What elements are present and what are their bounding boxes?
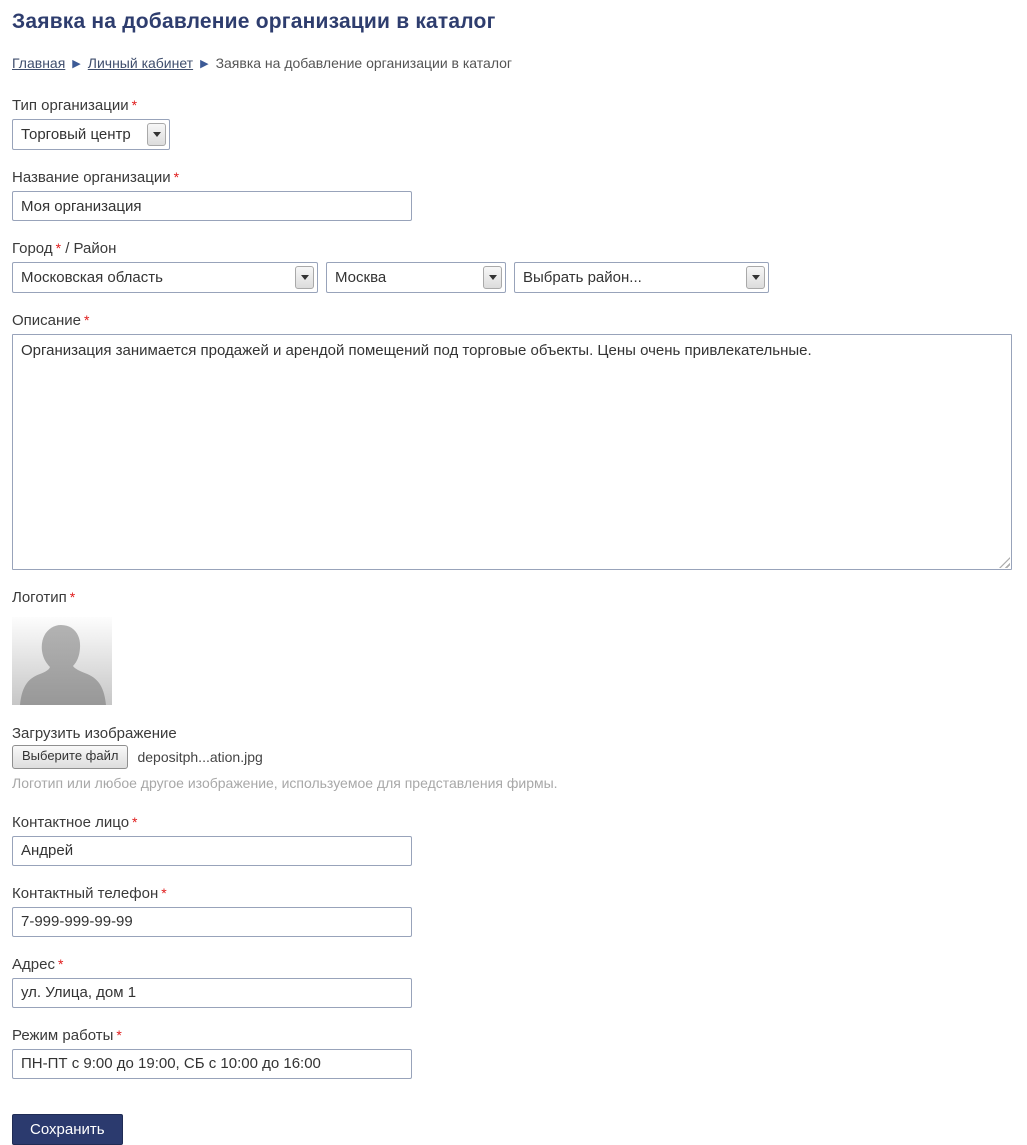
location-field <box>12 240 1012 293</box>
breadcrumb-current: Заявка на добавление организации в каталог <box>215 55 513 71</box>
org-type-select[interactable] <box>12 119 170 150</box>
choose-file-button[interactable]: Выберите файл <box>12 745 128 769</box>
breadcrumb <box>12 55 1012 71</box>
chevron-down-icon <box>489 275 497 280</box>
address-input[interactable] <box>12 978 412 1008</box>
required-asterisk: * <box>161 884 167 901</box>
chevron-down-icon[interactable] <box>295 266 314 289</box>
file-input-row <box>12 745 1012 769</box>
upload-hint: Логотип или любое другое изображение, используемое для представления фирмы. <box>12 774 558 791</box>
contact-phone-field <box>12 885 1012 937</box>
location-label: Город * / Район <box>12 240 117 257</box>
required-asterisk: * <box>57 955 64 972</box>
region-selected-value: Московская область <box>21 269 163 286</box>
org-type-selected-value: Торговый центр <box>21 126 131 143</box>
work-hours-input[interactable] <box>12 1049 412 1079</box>
address-field <box>12 956 1012 1008</box>
page-title: Заявка на добавление организации в каталог <box>12 10 496 33</box>
required-asterisk: * <box>116 1026 122 1043</box>
chosen-file-name: depositph...ation.jpg <box>137 748 263 765</box>
logo-placeholder-avatar <box>12 617 112 705</box>
logo-label: Логотип * <box>12 589 76 606</box>
contact-phone-label: Контактный телефон * <box>12 884 167 902</box>
save-button[interactable]: Сохранить <box>12 1114 123 1145</box>
description-field <box>12 312 1012 570</box>
required-asterisk: * <box>132 813 138 830</box>
contact-person-field <box>12 814 1012 866</box>
description-label: Описание * <box>12 312 90 329</box>
chevron-down-icon[interactable] <box>147 123 166 146</box>
chevron-down-icon <box>153 132 161 137</box>
description-textarea-wrap <box>12 334 1012 570</box>
breadcrumb-link-account[interactable]: Личный кабинет <box>87 55 194 71</box>
required-asterisk: * <box>84 312 90 328</box>
required-asterisk: * <box>173 169 180 185</box>
chevron-down-icon[interactable] <box>746 266 765 289</box>
chevron-down-icon <box>752 275 760 280</box>
contact-person-label: Контактное лицо * <box>12 813 138 831</box>
breadcrumb-link-home[interactable]: Главная <box>12 55 66 71</box>
address-label: Адрес * <box>12 955 64 973</box>
org-type-field <box>12 97 1012 150</box>
work-hours-field <box>12 1027 1012 1079</box>
district-selected-value: Выбрать район... <box>523 269 642 286</box>
org-type-label: Тип организации * <box>12 97 138 114</box>
district-select[interactable] <box>514 262 769 293</box>
location-selects-row <box>12 262 1012 293</box>
logo-field <box>12 589 1012 705</box>
breadcrumb-separator-icon: ▶ <box>72 58 81 70</box>
chevron-down-icon[interactable] <box>483 266 502 289</box>
required-asterisk: * <box>131 97 138 113</box>
required-asterisk: * <box>55 240 62 256</box>
org-name-input[interactable] <box>12 191 412 221</box>
org-name-field <box>12 169 1012 221</box>
work-hours-label: Режим работы * <box>12 1026 122 1044</box>
contact-phone-input[interactable] <box>12 907 412 937</box>
contact-person-input[interactable] <box>12 836 412 866</box>
required-asterisk: * <box>69 589 76 605</box>
org-name-label: Название организации * <box>12 169 180 186</box>
chevron-down-icon <box>301 275 309 280</box>
description-textarea[interactable] <box>12 334 1012 570</box>
city-selected-value: Москва <box>335 269 387 286</box>
city-select[interactable] <box>326 262 506 293</box>
region-select[interactable] <box>12 262 318 293</box>
upload-label: Загрузить изображение <box>12 725 177 742</box>
breadcrumb-separator-icon: ▶ <box>200 58 209 70</box>
